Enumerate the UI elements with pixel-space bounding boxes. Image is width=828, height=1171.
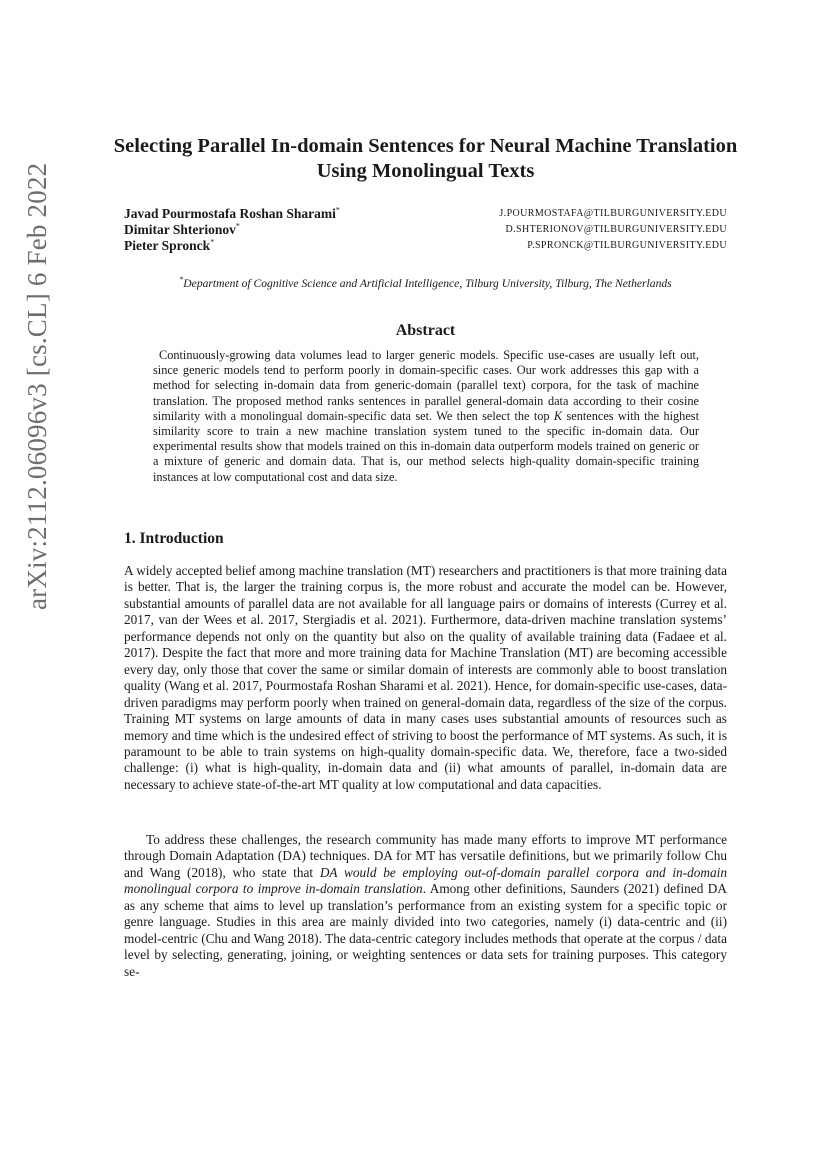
author-row [124,222,727,238]
affiliation-text: Department of Cognitive Science and Artificial Intelligence, Tilburg University, Tilburg, The Netherlands [183,277,672,290]
author-row [124,238,727,254]
da-definition-quote: DA would be employing out-of-domain parallel corpora and in-domain monolingual corpora to improve in-domain translation [124,864,727,897]
author-email: J.POURMOSTAFA@TILBURGUNIVERSITY.EDU [499,208,727,219]
affiliation [124,277,727,290]
affiliation-mark: * [179,275,184,285]
author-affiliation-mark: * [335,205,340,215]
author-name: Javad Pourmostafa Roshan Sharami* [124,205,340,221]
author-name: Pieter Spronck* [124,237,215,253]
author-affiliation-mark: * [210,237,215,247]
author-email: D.SHTERIONOV@TILBURGUNIVERSITY.EDU [505,224,727,235]
paper-title: Selecting Parallel In-domain Sentences for Neural Machine Translation Using Monolingual Texts [113,135,738,182]
k-variable: K [553,408,563,423]
author-block [124,206,727,254]
author-affiliation-mark: * [235,221,240,231]
intro-paragraph-1: A widely accepted belief among machine translation (MT) researchers and practitioners is that more training data is better. That is, the larger the training corpus is, the more robust and accurate the model can be. However, substantial amounts of parallel data are not available for all language pairs or domains of interests (Currey et al. 2017, van der Wees et al. 2017, Stergiadis et al. 2021). Furthermore, data-driven machine translation systems’ performance depends not only on the quantity but also on the quality of available training data (Fadaee et al. 2017). Despite the fact that more and more training data for Machine Translation (MT) are becoming accessible every day, only those that cover the same or similar domain of interests are commonly able to boost translation quality (Wang et al. 2017, Pourmostafa Roshan Sharami et al. 2021). Hence, for domain-specific use-cases, data-driven paradigms may perform poorly when trained on general-domain data, regardless of the size of the corpus. Training MT systems on large amounts of data in many cases uses substantial amounts of resources such as memory and time which is the undesired effect of striving to boost the performance of MT systems. As such, it is paramount to be able to train systems on high-quality domain-specific data. We, therefore, face a two-sided challenge: (i) what is high-quality, in-domain data and (ii) what amounts of parallel, in-domain data are necessary to achieve state-of-the-art MT quality at low computational and data capacities. [124,563,727,792]
author-row [124,206,727,222]
author-name: Dimitar Shterionov* [124,221,240,237]
author-email: P.SPRONCK@TILBURGUNIVERSITY.EDU [527,240,727,251]
abstract-heading: Abstract [395,322,456,339]
intro-paragraph-2: To address these challenges, the research community has made many efforts to improve MT performance through Domain Adaptation (DA) techniques. DA for MT has versatile definitions, but we primarily follow Chu and Wang (2018), who state that DA would be employing out-of-domain parallel corpora and in-domain monolingual corpora to improve in-domain translation. Among other definitions, Saunders (2021) defined DA as any scheme that aims to level up translation’s performance from an existing system for a specific topic or genre language. Studies in this area are mainly divided into two categories, namely (i) data-centric and (ii) model-centric (Chu and Wang 2018). The data-centric category includes methods that operate at the corpus / data level by selecting, generating, joining, or weighting sentences or data sets for training purposes. This category se- [124,832,727,979]
abstract-body: Continuously-growing data volumes lead to larger generic models. Specific use-cases are usually left out, since generic models tend to perform poorly in domain-specific cases. Our work addresses this gap with a method for selecting in-domain data from generic-domain (parallel text) corpora, for the task of machine translation. The proposed method ranks sentences in parallel general-domain data according to their cosine similarity with a monolingual domain-specific data set. We then select the top K sentences with the highest similarity score to train a new machine translation system tuned to the specific in-domain data. Our experimental results show that models trained on this in-domain data outperform models trained on generic or a mixture of generic and domain data. That is, our method selects high-quality domain-specific training instances at low computational cost and data size. [153,348,699,484]
section-heading-introduction: 1. Introduction [124,530,224,547]
arxiv-identifier-stamp: arXiv:2112.06096v3 [cs.CL] 6 Feb 2022 [22,162,52,610]
